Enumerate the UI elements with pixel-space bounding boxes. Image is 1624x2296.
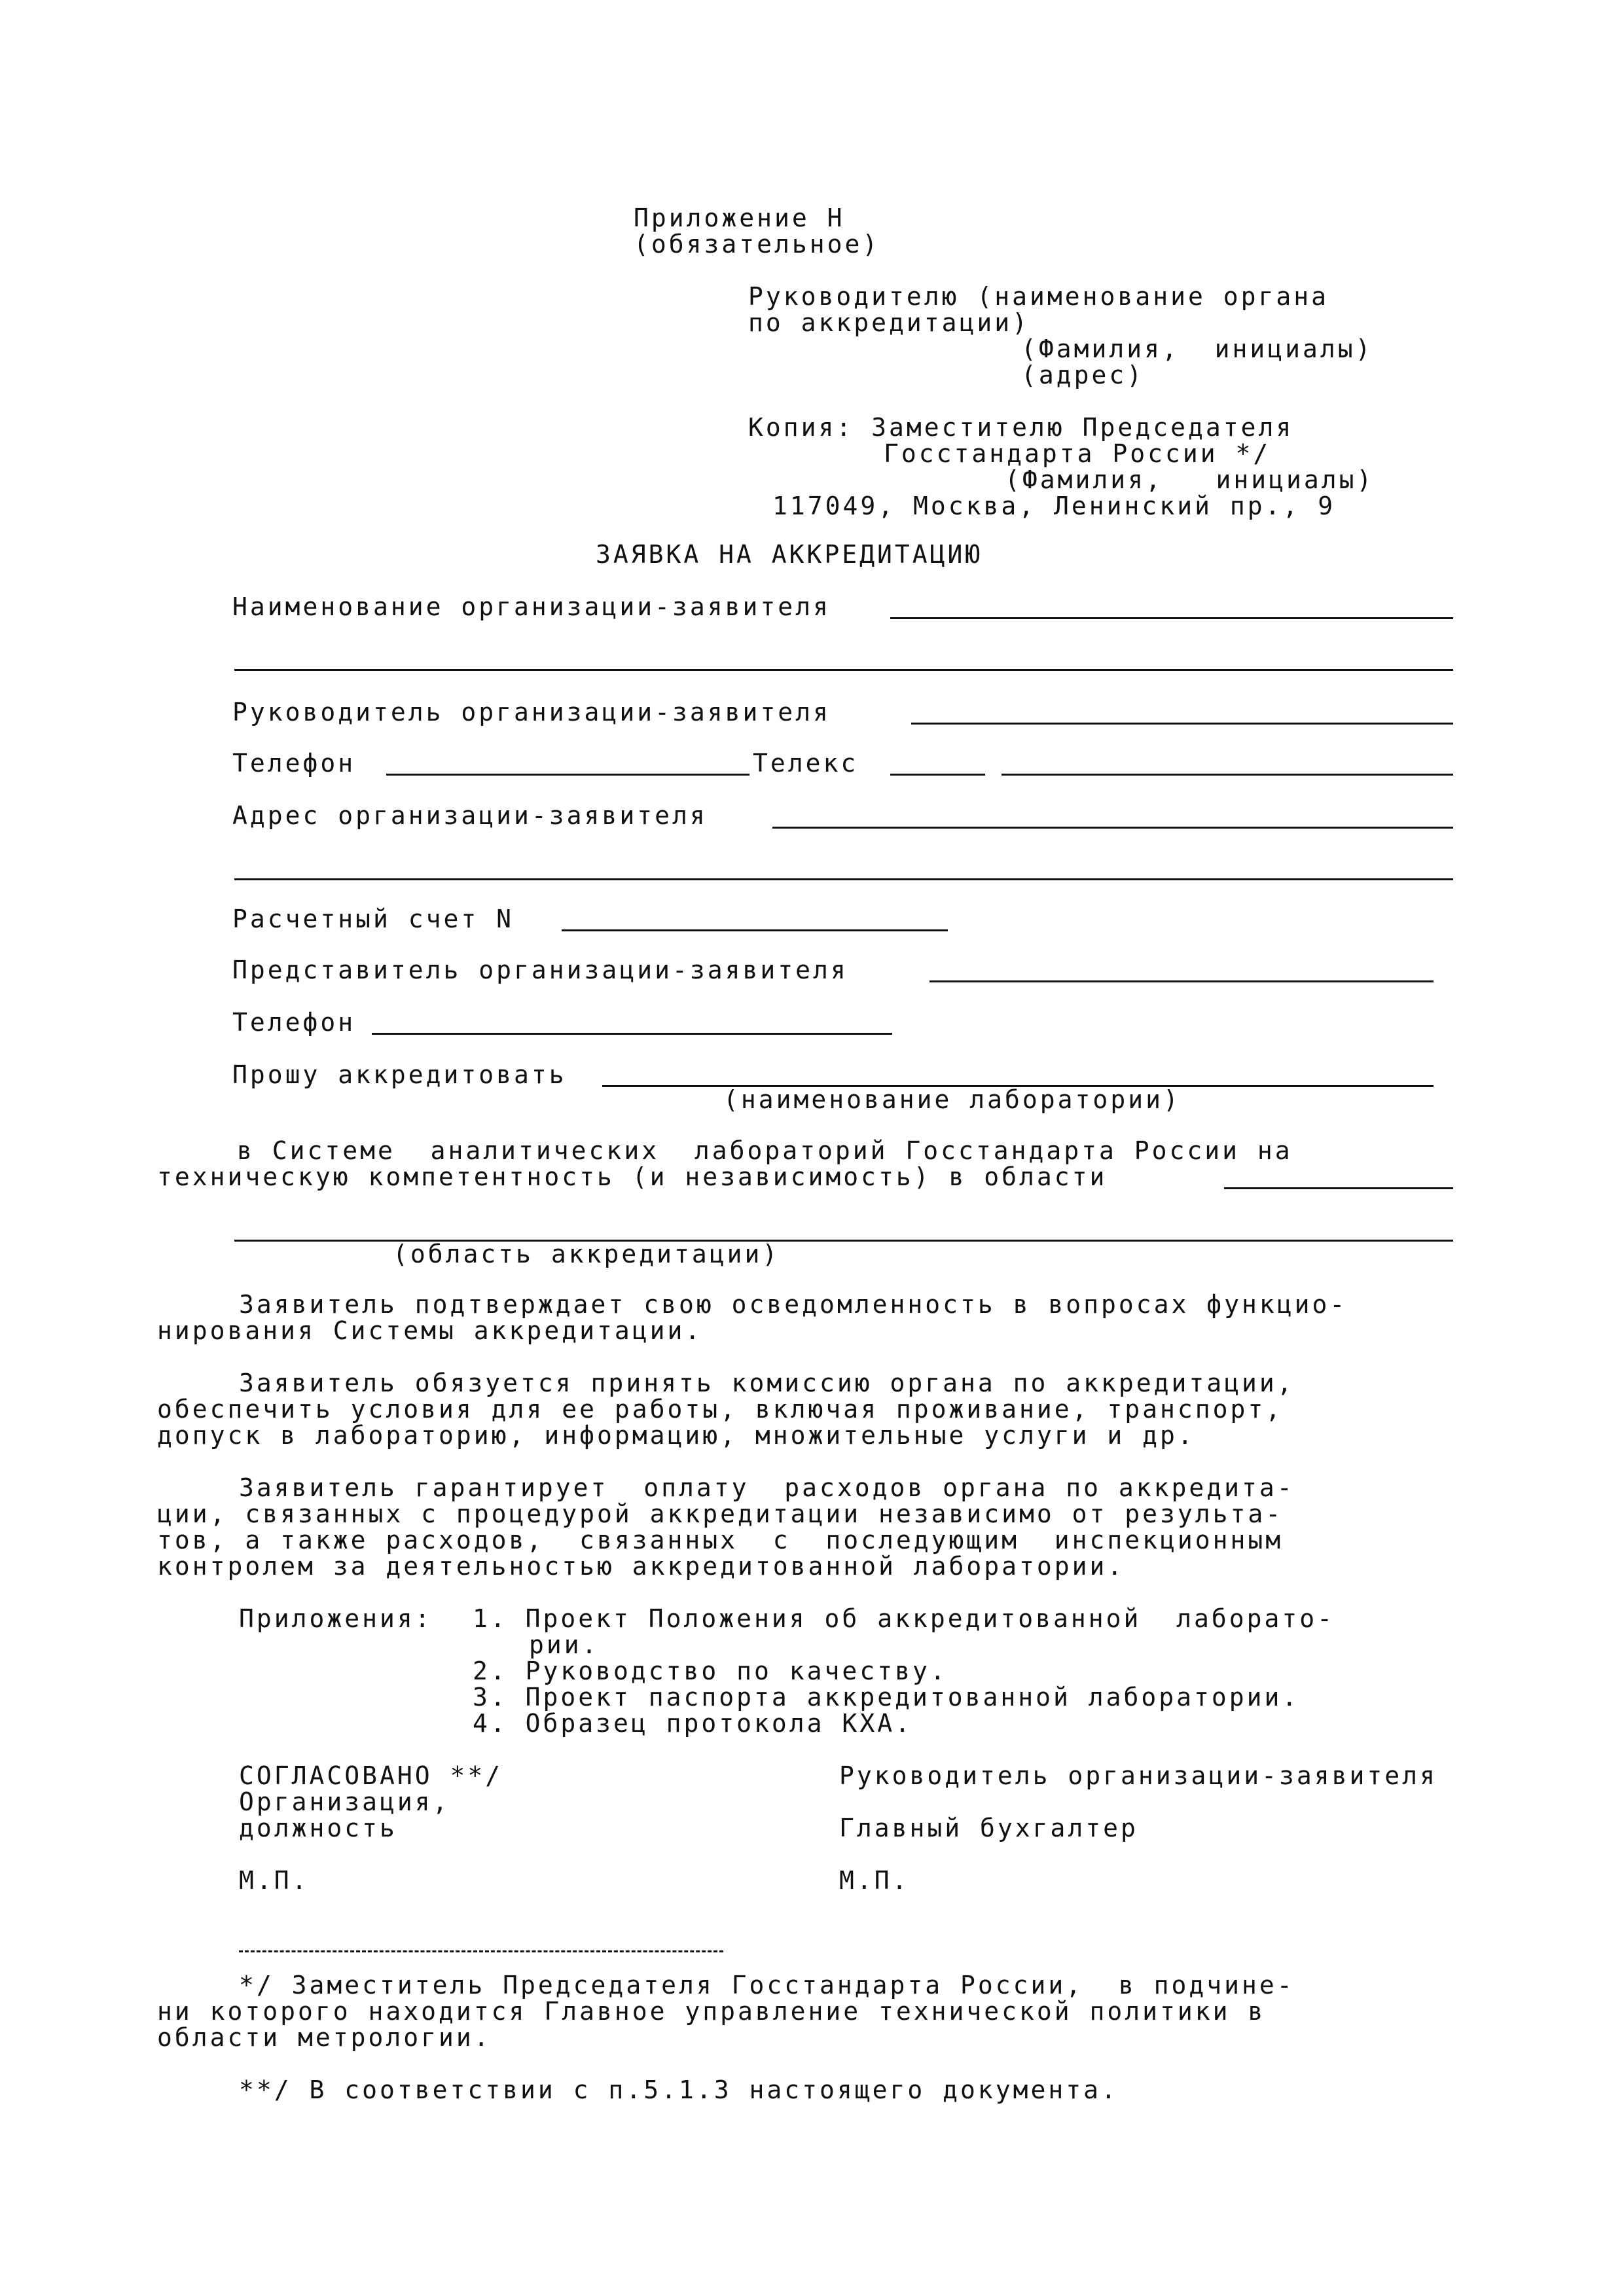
attachment-4: 4. Образец протокола КХА. xyxy=(473,1709,912,1738)
attachment-1-continued: рии. xyxy=(529,1630,600,1659)
address-field-continued[interactable] xyxy=(234,878,1453,880)
lab-name-hint: (наименование лаборатории) xyxy=(723,1085,1181,1114)
attachment-1: 1. Проект Положения об аккредитованной лаборато- xyxy=(473,1604,1335,1633)
footnote-2: **/ В соответствии с п.5.1.3 настоящего документа. xyxy=(239,2075,1119,2104)
paragraph-1-line-2: нирования Системы аккредитации. xyxy=(157,1316,703,1345)
annex-subtitle: (обязательное) xyxy=(634,230,880,259)
representative-field[interactable] xyxy=(929,980,1434,982)
system-line-2: техническую компетентность (и независимость) в области xyxy=(157,1162,1108,1191)
accountant-signature-label: Главный бухгалтер xyxy=(839,1814,1138,1842)
agreed-org: Организация, xyxy=(239,1787,450,1816)
phone2-label: Телефон xyxy=(232,1008,356,1037)
copy-line-2: Госстандарта России */ xyxy=(884,439,1271,468)
paragraph-3-line-3: тов, а также расходов, связанных с последующим инспекционным xyxy=(157,1526,1284,1554)
paragraph-2-line-1: Заявитель обязуется принять комиссию органа по аккредитации, xyxy=(239,1369,1295,1397)
telex-label: Телекс xyxy=(753,749,859,778)
phone2-field[interactable] xyxy=(372,1033,892,1035)
seal-right: М.П. xyxy=(839,1866,910,1895)
addressee-line-2: по аккредитации) xyxy=(748,308,1030,337)
copy-line-4: 117049, Москва, Ленинский пр., 9 xyxy=(772,492,1336,520)
footnote-1-line-1: */ Заместитель Председателя Госстандарта России, в подчине- xyxy=(239,1971,1295,2000)
attachment-3: 3. Проект паспорта аккредитованной лаборатории. xyxy=(473,1683,1300,1712)
copy-line-1: Копия: Заместителю Председателя xyxy=(748,413,1294,442)
paragraph-3-line-1: Заявитель гарантирует оплату расходов органа по аккредита- xyxy=(239,1473,1295,1502)
phone-label: Телефон xyxy=(232,749,356,778)
org-name-field-continued[interactable] xyxy=(234,669,1453,671)
address-label: Адрес организации-заявителя xyxy=(232,801,708,830)
head-signature-label: Руководитель организации-заявителя xyxy=(839,1761,1437,1790)
representative-label: Представитель организации-заявителя xyxy=(232,956,848,984)
telex-field-code[interactable] xyxy=(890,774,985,776)
agreed-label: СОГЛАСОВАНО **/ xyxy=(239,1761,503,1790)
attachment-2: 2. Руководство по качеству. xyxy=(473,1657,948,1685)
telex-field[interactable] xyxy=(1001,774,1453,776)
paragraph-1-line-1: Заявитель подтверждает свою осведомленность в вопросах функцио- xyxy=(239,1290,1348,1319)
paragraph-2-line-2: обеспечить условия для ее работы, включая проживание, транспорт, xyxy=(157,1395,1284,1424)
request-label: Прошу аккредитовать xyxy=(232,1060,567,1089)
area-field[interactable] xyxy=(1224,1187,1453,1189)
system-line-1: в Системе аналитических лабораторий Госстандарта России на xyxy=(237,1136,1293,1165)
address-field[interactable] xyxy=(772,827,1453,829)
page-title: ЗАЯВКА НА АККРЕДИТАЦИЮ xyxy=(596,540,983,569)
footnote-1-line-2: ни которого находится Главное управление технической политики в xyxy=(157,1997,1266,2026)
paragraph-3-line-4: контролем за деятельностью аккредитованной лаборатории. xyxy=(157,1552,1125,1581)
footnote-separator xyxy=(239,1950,723,1952)
seal-left: М.П. xyxy=(239,1866,310,1895)
org-name-label: Наименование организации-заявителя xyxy=(232,592,831,621)
copy-line-3: (Фамилия, инициалы) xyxy=(1005,465,1375,494)
account-field[interactable] xyxy=(562,929,948,931)
attachments-label: Приложения: xyxy=(239,1604,433,1633)
head-label: Руководитель организации-заявителя xyxy=(232,698,831,726)
paragraph-2-line-3: допуск в лабораторию, информацию, множительные услуги и др. xyxy=(157,1421,1195,1450)
head-field[interactable] xyxy=(911,723,1453,725)
addressee-line-1: Руководителю (наименование органа xyxy=(748,282,1329,311)
area-hint: (область аккредитации) xyxy=(393,1240,780,1268)
paragraph-3-line-2: ции, связанных с процедурой аккредитации независимо от результа- xyxy=(157,1499,1284,1528)
addressee-line-3: (Фамилия, инициалы) xyxy=(1021,334,1373,363)
addressee-line-4: (адрес) xyxy=(1021,361,1145,389)
account-label: Расчетный счет N xyxy=(232,905,514,933)
footnote-1-line-3: области метрологии. xyxy=(157,2023,492,2052)
phone-field[interactable] xyxy=(386,774,749,776)
org-name-field[interactable] xyxy=(890,617,1453,619)
agreed-position: должность xyxy=(239,1814,397,1842)
annex-title: Приложение Н xyxy=(634,204,845,232)
